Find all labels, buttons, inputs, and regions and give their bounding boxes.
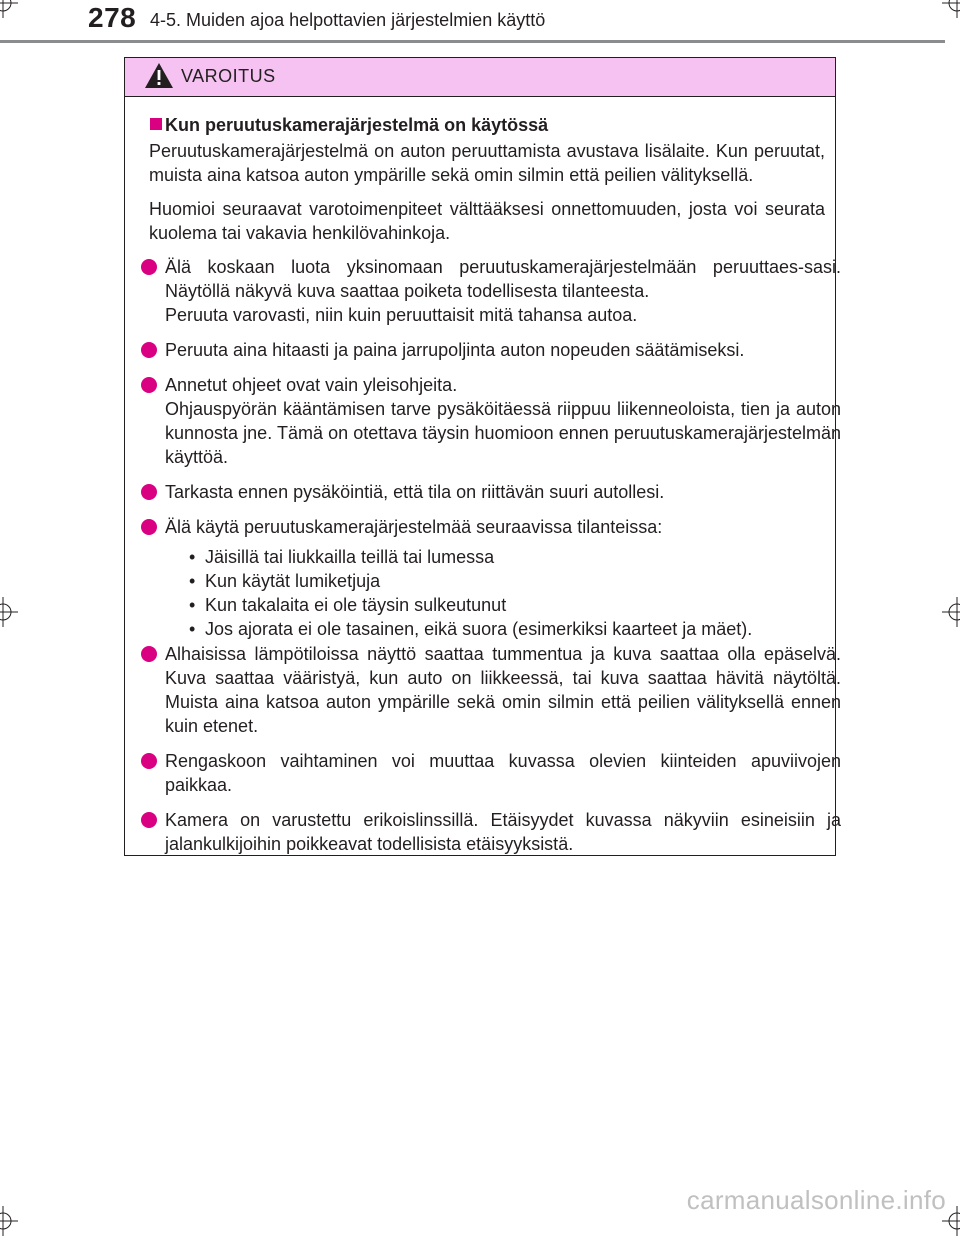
- warning-bullet: [149, 749, 841, 797]
- warning-bullet: [149, 338, 841, 362]
- crop-mark-middle-left: [0, 597, 18, 627]
- bullet-line: Kamera on varustettu erikoislinssillä. Etäisyydet kuvassa näkyviin esineisiin ja jalankulkijoihin poikkeavat todellisista etäisyyksistä.: [165, 810, 841, 854]
- bullet-line: Rengaskoon vaihtaminen voi muuttaa kuvassa olevien kiinteiden apuviivojen paikkaa.: [165, 751, 841, 795]
- warning-subheading: [149, 113, 827, 137]
- warning-subheading-text: Kun peruutuskamerajärjestelmä on käytössä: [165, 115, 549, 135]
- warning-box: [124, 57, 841, 856]
- circle-bullet-icon: [141, 812, 157, 828]
- page-header: [0, 0, 960, 46]
- warning-bullet: [149, 642, 841, 738]
- warning-bullet: [149, 515, 841, 539]
- section-title: 4-5. Muiden ajoa helpottavien järjestelmien käyttö: [150, 10, 546, 30]
- bullet-line: Peruuta varovasti, niin kuin peruuttaisit mitä tahansa autoa.: [165, 305, 638, 325]
- sublist-item: • Jäisillä tai liukkailla teillä tai lumessa: [189, 545, 827, 569]
- warning-bullet: [149, 808, 841, 856]
- circle-bullet-icon: [141, 259, 157, 275]
- bullet-line: Alhaisissa lämpötiloissa näyttö saattaa tummentua ja kuva saattaa olla epäselvä. Kuva saattaa vääristyä, kun auto on liikkeessä, tai kuva saattaa hävitä näytöltä. Muista aina katsoa auton ympärille sekä omin silmin että peilien välityksellä ennen kuin etenet.: [165, 644, 841, 736]
- circle-bullet-icon: [141, 753, 157, 769]
- bullet-line: Peruuta aina hitaasti ja paina jarrupoljinta auton nopeuden säätämiseksi.: [165, 340, 745, 360]
- circle-bullet-icon: [141, 519, 157, 535]
- sublist-item: • Kun takalaita ei ole täysin sulkeutunut: [189, 593, 827, 617]
- warning-bullet: [149, 373, 841, 469]
- bullet-line: Älä käytä peruutuskamerajärjestelmää seuraavissa tilanteissa:: [165, 517, 663, 537]
- header-rule: [0, 40, 945, 43]
- circle-bullet-icon: [141, 377, 157, 393]
- warning-body: [125, 97, 841, 856]
- warning-paragraph: Huomioi seuraavat varotoimenpiteet välttääksesi onnettomuuden, josta voi seurata kuolema tai vakavia henkilövahinkoja.: [149, 199, 825, 243]
- square-bullet-icon: [150, 118, 162, 130]
- warning-header: [125, 58, 835, 97]
- bullet-line: Älä koskaan luota yksinomaan peruutuskamerajärjestelmään peruuttaes-sasi. Näytöllä näkyvä kuva saattaa poiketa todellisesta tilanteesta.: [165, 257, 841, 301]
- conditions-sublist: [189, 545, 827, 641]
- page-number: 278: [88, 2, 137, 33]
- circle-bullet-icon: [141, 646, 157, 662]
- sublist-item: • Kun käytät lumiketjuja: [189, 569, 827, 593]
- crop-mark-bottom-left: [0, 1206, 18, 1236]
- sublist-item: • Jos ajorata ei ole tasainen, eikä suora (esimerkiksi kaarteet ja mäet).: [189, 617, 827, 641]
- bullet-line: Tarkasta ennen pysäköintiä, että tila on riittävän suuri autollesi.: [165, 482, 665, 502]
- watermark: carmanualsonline.info: [686, 1185, 946, 1215]
- bullet-line: Ohjauspyörän kääntämisen tarve pysäköitäessä riippuu liikenneoloista, tien ja auton kunnosta jne. Tämä on otettava täysin huomioon ennen peruutuskamerajärjestelmän käyttöä.: [165, 399, 841, 467]
- warning-paragraph: Peruutuskamerajärjestelmä on auton peruuttamista avustava lisälaite. Kun peruutat, muista aina katsoa auton ympärille sekä omin silmin että peilien välityksellä.: [149, 141, 825, 185]
- warning-bullet: [149, 255, 841, 327]
- warning-bullet: [149, 480, 841, 504]
- warning-title: VAROITUS: [181, 66, 276, 86]
- circle-bullet-icon: [141, 484, 157, 500]
- crop-mark-middle-right: [942, 597, 960, 627]
- warning-triangle-icon: [144, 62, 174, 89]
- circle-bullet-icon: [141, 342, 157, 358]
- bullet-line: Annetut ohjeet ovat vain yleisohjeita.: [165, 375, 458, 395]
